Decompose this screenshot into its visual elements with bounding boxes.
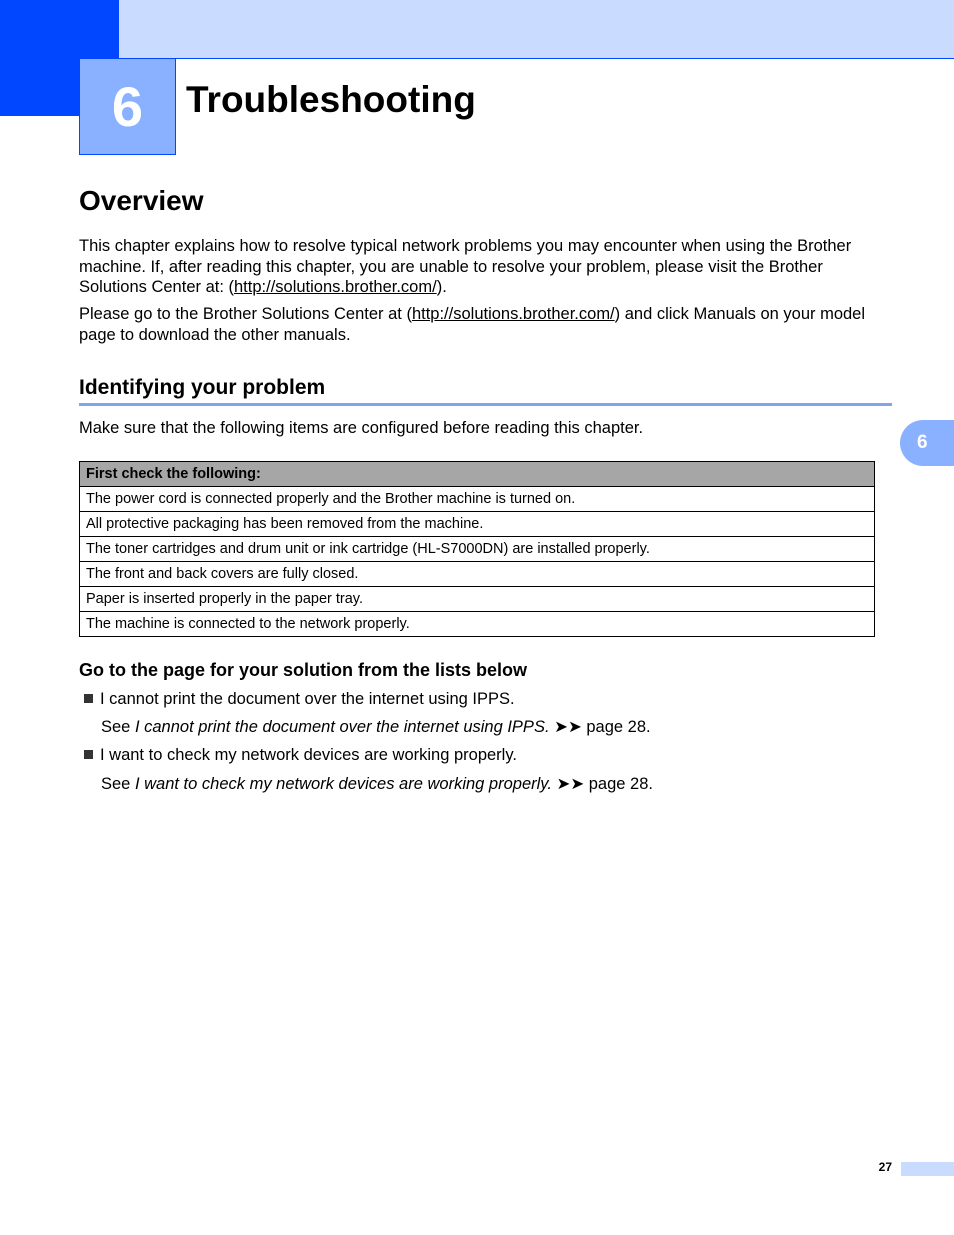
overview-paragraph-1 [79,236,894,298]
list-item [84,745,517,765]
chapter-side-tab[interactable]: 6 [900,420,954,466]
identifying-heading: Identifying your problem [79,376,326,399]
table-row: The power cord is connected properly and the Brother machine is turned on. [80,487,875,512]
overview-p2-end: ) and click Manuals on your model page to download the other manuals. [79,305,866,344]
see-label: See [101,718,135,736]
table-header: First check the following: [80,462,875,487]
solutions-center-link-2[interactable]: http://solutions.brother.com/ [411,305,615,323]
footer-bar [901,1162,954,1176]
bullet-square-icon [84,694,93,703]
header-band [119,0,954,59]
table-row: The toner cartridges and drum unit or ink cartridge (HL-S7000DN) are installed properly. [80,537,875,562]
see-reference [101,717,651,737]
identifying-intro: Make sure that the following items are configured before reading this chapter. [79,419,644,437]
page-number: 27 [878,1160,892,1174]
heading-rule [79,403,892,406]
table-row: The front and back covers are fully closed. [80,562,875,587]
see-label: See [101,775,135,793]
overview-p1-text: This chapter explains how to resolve typical network problems you may encounter when using the Brother machine. If, after reading this chapter, you are unable to resolve your problem, please visit the Brother Solutions Center at: ( [79,237,852,296]
table-row: All protective packaging has been removed from the machine. [80,512,875,537]
page-reference[interactable]: page 28. [586,718,651,736]
overview-heading: Overview [79,185,204,216]
list-item [84,689,515,709]
overview-p2-text: Please go to the Brother Solutions Center at ( [79,305,412,323]
reference-link[interactable]: I cannot print the document over the internet using IPPS. [134,718,550,736]
page-reference[interactable]: page 28. [588,775,653,793]
table-row: Paper is inserted properly in the paper tray. [80,587,875,612]
reference-link[interactable]: I want to check my network devices are working properly. [134,775,552,793]
list-item-text: I want to check my network devices are working properly. [100,746,517,764]
check-table [79,461,875,637]
bullet-square-icon [84,750,93,759]
double-arrow-icon: ➤➤ [551,775,589,793]
table-row: The machine is connected to the network properly. [80,612,875,637]
list-item-text: I cannot print the document over the internet using IPPS. [100,690,515,708]
chapter-number-box: 6 [79,58,176,155]
see-reference [101,774,653,794]
overview-p1-end: ). [436,278,447,296]
chapter-title: Troubleshooting [186,79,476,120]
solutions-center-link[interactable]: http://solutions.brother.com/ [234,278,437,296]
overview-paragraph-2 [79,304,894,345]
double-arrow-icon: ➤➤ [549,718,587,736]
solutions-heading: Go to the page for your solution from the lists below [79,660,528,680]
